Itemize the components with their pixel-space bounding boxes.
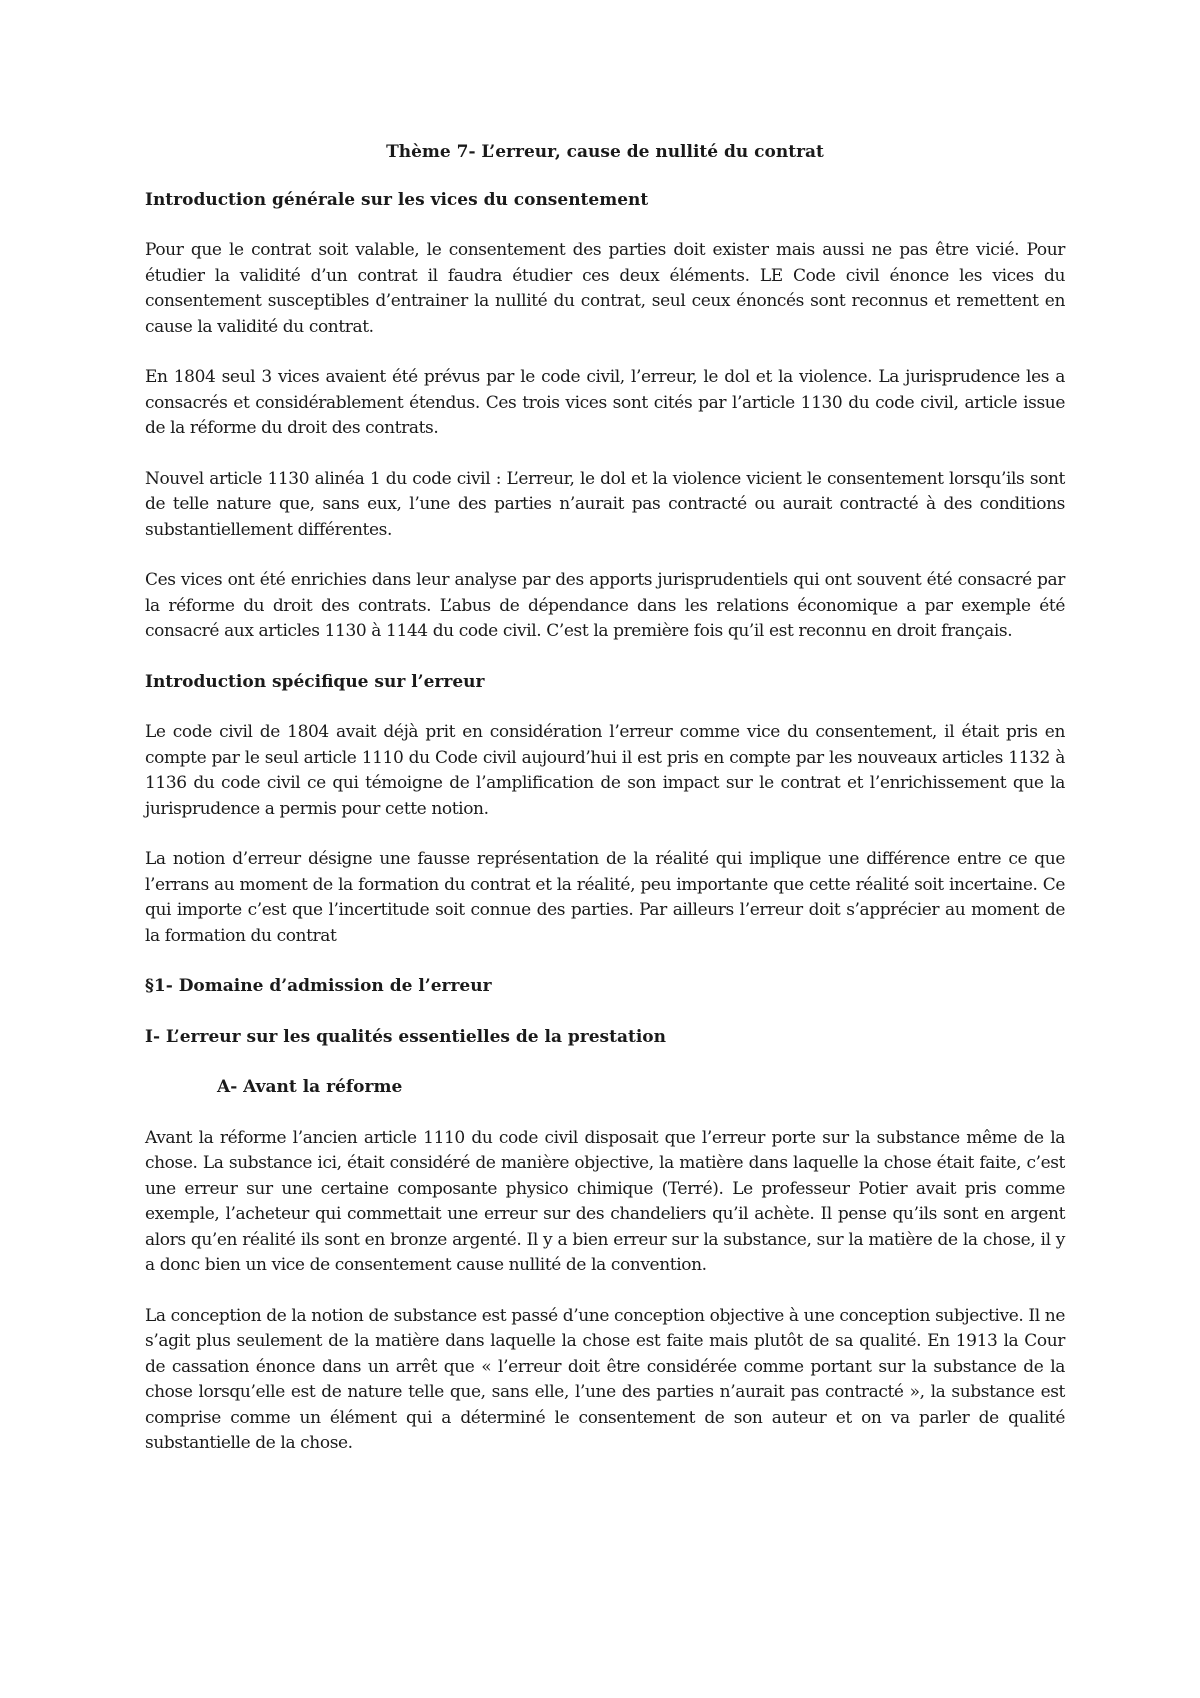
- heading-intro-specific: Introduction spécifique sur l’erreur: [145, 671, 485, 692]
- paragraph: La conception de la notion de substance est passé d’une conception objective à une conception subjective. Il ne s’agit plus seulement de la matière dans laquelle la chose est faite mais plutôt de sa qualité. En 1913 la Cour de cassation énonce dans un arrêt que « l’erreur doit être considérée comme portant sur la substance de la chose lorsqu’elle est de nature telle que, sans elle, l’une des parties n’aurait pas contracté », la substance est comprise comme un élément qui a déterminé le consentement de son auteur et on va parler de qualité substantielle de la chose.: [145, 1305, 1065, 1453]
- heading-section-1: §1- Domaine d’admission de l’erreur: [145, 976, 492, 996]
- paragraph: Ces vices ont été enrichies dans leur analyse par des apports jurisprudentiels qui ont souvent été consacré par la réforme du droit des contrats. L’abus de dépendance dans les relations économique a par exemple été consacré aux articles 1130 à 1144 du code civil. C’est la première fois qu’il est reconnu en droit français.: [145, 570, 1065, 641]
- heading-subpart-a: A- Avant la réforme: [217, 1077, 403, 1097]
- heading-intro-general: Introduction générale sur les vices du consentement: [145, 189, 649, 210]
- paragraph: Avant la réforme l’ancien article 1110 du code civil disposait que l’erreur porte sur la substance même de la chose. La substance ici, était considéré de manière objective, la matière dans laquelle la chose était faite, c’est une erreur sur une certaine composante physico chimique (Terré). Le professeur Potier avait pris comme exemple, l’acheteur qui commettait une erreur sur des chandeliers qu’il achète. Il pense qu’ils sont en argent alors qu’en réalité ils sont en bronze argenté. Il y a bien erreur sur la substance, sur la matière de la chose, il y a donc bien un vice de consentement cause nullité de la convention.: [145, 1127, 1065, 1275]
- paragraph: Nouvel article 1130 alinéa 1 du code civil : L’erreur, le dol et la violence vicient le consentement lorsqu’ils sont de telle nature que, sans eux, l’une des parties n’aurait pas contracté ou aurait contracté à des conditions substantiellement différentes.: [145, 468, 1065, 540]
- document-title: Thème 7- L’erreur, cause de nullité du contrat: [386, 142, 824, 162]
- paragraph: En 1804 seul 3 vices avaient été prévus par le code civil, l’erreur, le dol et la violence. La jurisprudence les a consacrés et considérablement étendus. Ces trois vices sont cités par l’article 1130 du code civil, article issue de la réforme du droit des contrats.: [145, 367, 1065, 438]
- paragraph: La notion d’erreur désigne une fausse représentation de la réalité qui implique une différence entre ce que l’errans au moment de la formation du contrat et la réalité, peu importante que cette réalité soit incertaine. Ce qui importe c’est que l’incertitude soit connue des parties. Par ailleurs l’erreur doit s’apprécier au moment de la formation du contrat: [145, 849, 1065, 946]
- document-page: [145, 140, 1065, 1482]
- paragraph: Le code civil de 1804 avait déjà prit en considération l’erreur comme vice du consentement, il était pris en compte par le seul article 1110 du Code civil aujourd’hui il est pris en compte par les nouveaux articles 1132 à 1136 du code civil ce qui témoigne de l’amplification de son impact sur le contrat et l’enrichissement que la jurisprudence a permis pour cette notion.: [145, 722, 1065, 819]
- paragraph: Pour que le contrat soit valable, le consentement des parties doit exister mais aussi ne pas être vicié. Pour étudier la validité d’un contrat il faudra étudier ces deux éléments. LE Code civil énonce les vices du consentement susceptibles d’entrainer la nullité du contrat, seul ceux énoncés sont reconnus et remettent en cause la validité du contrat.: [145, 240, 1065, 337]
- heading-part-1: I- L’erreur sur les qualités essentielles de la prestation: [145, 1026, 667, 1047]
